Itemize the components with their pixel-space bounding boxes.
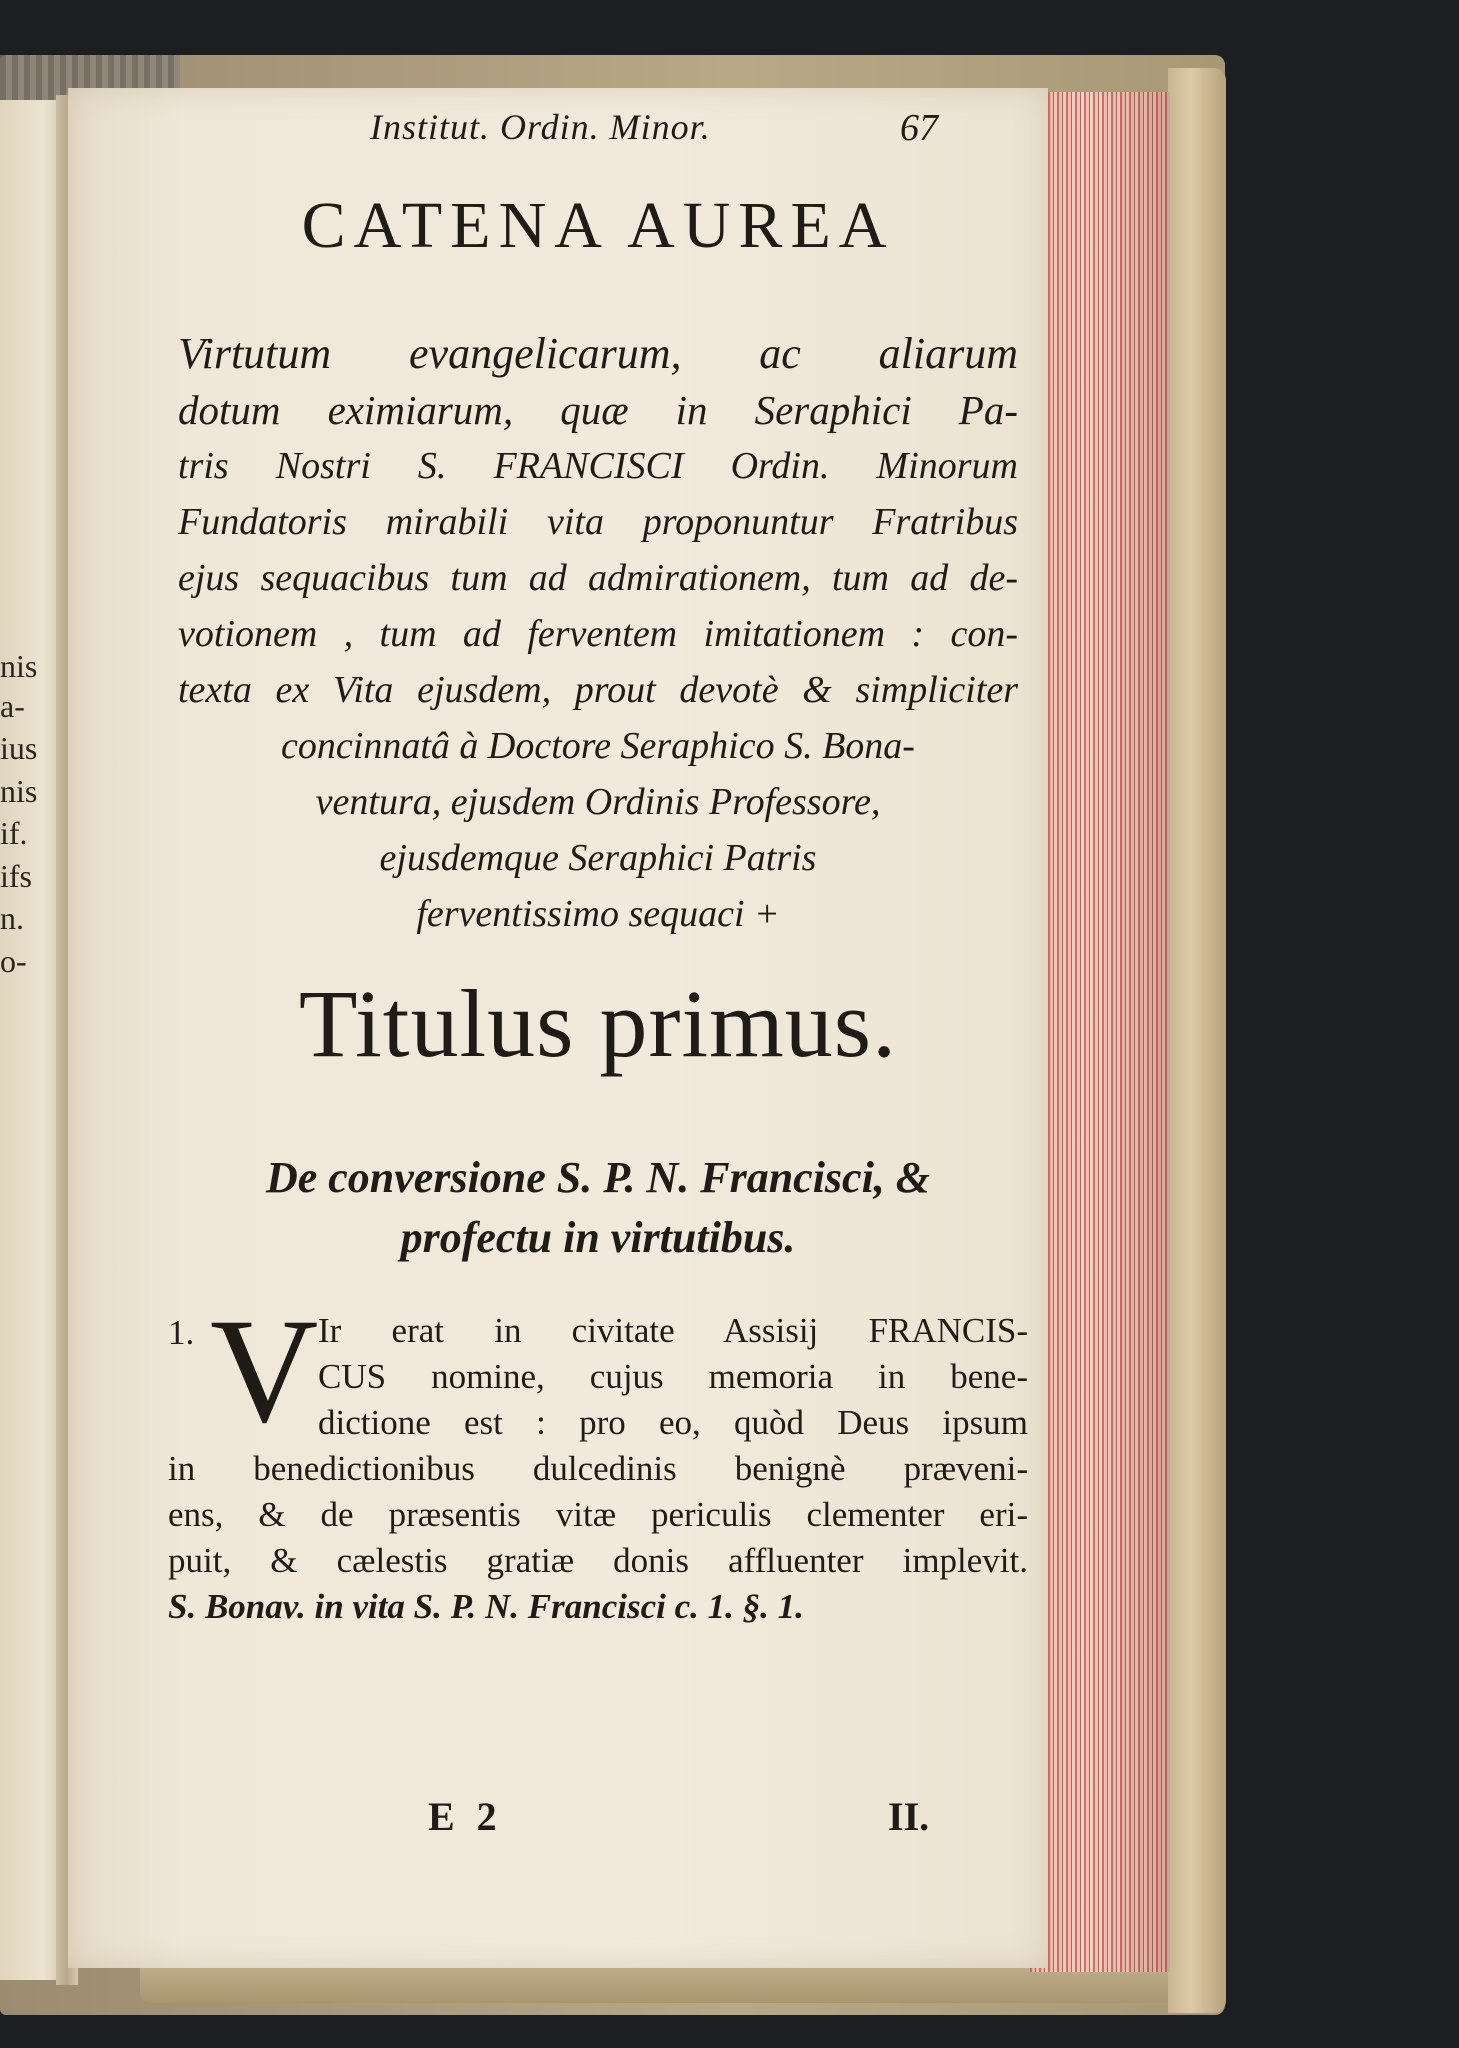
subtitle-line: Fundatoris mirabili vita proponuntur Fratribus <box>178 501 1018 543</box>
paragraph-line: ens, & de præsentis vitæ periculis clementer eri- <box>168 1495 1028 1534</box>
book-cover-edge <box>1168 68 1226 2013</box>
left-page-fragment: nis <box>0 648 38 684</box>
subtitle-line: ventura, ejusdem Ordinis Professore, <box>315 781 881 823</box>
subtitle-line: ferventissimo sequaci + <box>416 893 780 935</box>
paragraph-line: dictione est : pro eo, quòd Deus ipsum <box>318 1403 1028 1442</box>
running-head: Institut. Ordin. Minor. <box>370 107 711 147</box>
left-page-fragment: a- <box>0 688 25 724</box>
left-page-fragment: nis <box>0 773 38 809</box>
paragraph-line: puit, & cælestis gratiæ donis affluenter implevit. <box>168 1541 1028 1580</box>
subtitle-line: ejus sequacibus tum ad admirationem, tum ad de- <box>178 557 1018 599</box>
page-number: 67 <box>900 107 938 149</box>
subtitle-line: votionem , tum ad ferventem imitationem : con- <box>178 613 1018 655</box>
left-page-fragment: o- <box>0 943 27 979</box>
left-page-fragment: if. <box>0 815 28 851</box>
right-page <box>68 88 1048 1968</box>
left-page-fragment: ius <box>0 730 38 766</box>
subtitle-line: dotum eximiarum, quæ in Seraphici Pa- <box>178 387 1018 433</box>
paragraph-line: CUS nomine, cujus memoria in bene- <box>318 1357 1028 1396</box>
subtitle-line: Virtutum evangelicarum, ac aliarum <box>178 329 1018 378</box>
subtitle-line: ejusdemque Seraphici Patris <box>379 837 817 879</box>
page-edge-shading <box>1030 92 1170 1972</box>
catchword: II. <box>888 1794 930 1839</box>
paragraph-source: S. Bonav. in vita S. P. N. Francisci c. 1. §. 1. <box>168 1587 804 1626</box>
subheading-line: De conversione S. P. N. Francisci, & <box>265 1153 931 1202</box>
drop-cap: V <box>210 1288 319 1454</box>
left-page <box>0 100 62 1980</box>
subtitle-line: concinnatâ à Doctore Seraphico S. Bona- <box>281 725 915 767</box>
paragraph-number: 1. <box>168 1313 195 1352</box>
subtitle-line: texta ex Vita ejusdem, prout devotè & simpliciter <box>178 669 1018 711</box>
paragraph-line: in benedictionibus dulcedinis benignè præveni- <box>168 1449 1028 1488</box>
paragraph-body <box>168 1288 1028 1630</box>
signature-mark: E 2 <box>428 1794 503 1839</box>
page-title: CATENA AUREA <box>301 189 895 262</box>
paragraph-line: Ir erat in civitate Assisij FRANCIS- <box>318 1311 1028 1350</box>
subtitle-line: tris Nostri S. FRANCISCI Ordin. Minorum <box>178 445 1018 487</box>
left-page-fragment: ifs <box>0 858 32 894</box>
left-page-fragment: n. <box>0 900 24 936</box>
title-description <box>178 326 1018 942</box>
page-content <box>148 88 1048 1968</box>
subheading-line: profectu in virtutibus. <box>400 1213 796 1262</box>
section-heading: Titulus primus. <box>298 970 898 1077</box>
section-subheading <box>168 1148 1028 1268</box>
